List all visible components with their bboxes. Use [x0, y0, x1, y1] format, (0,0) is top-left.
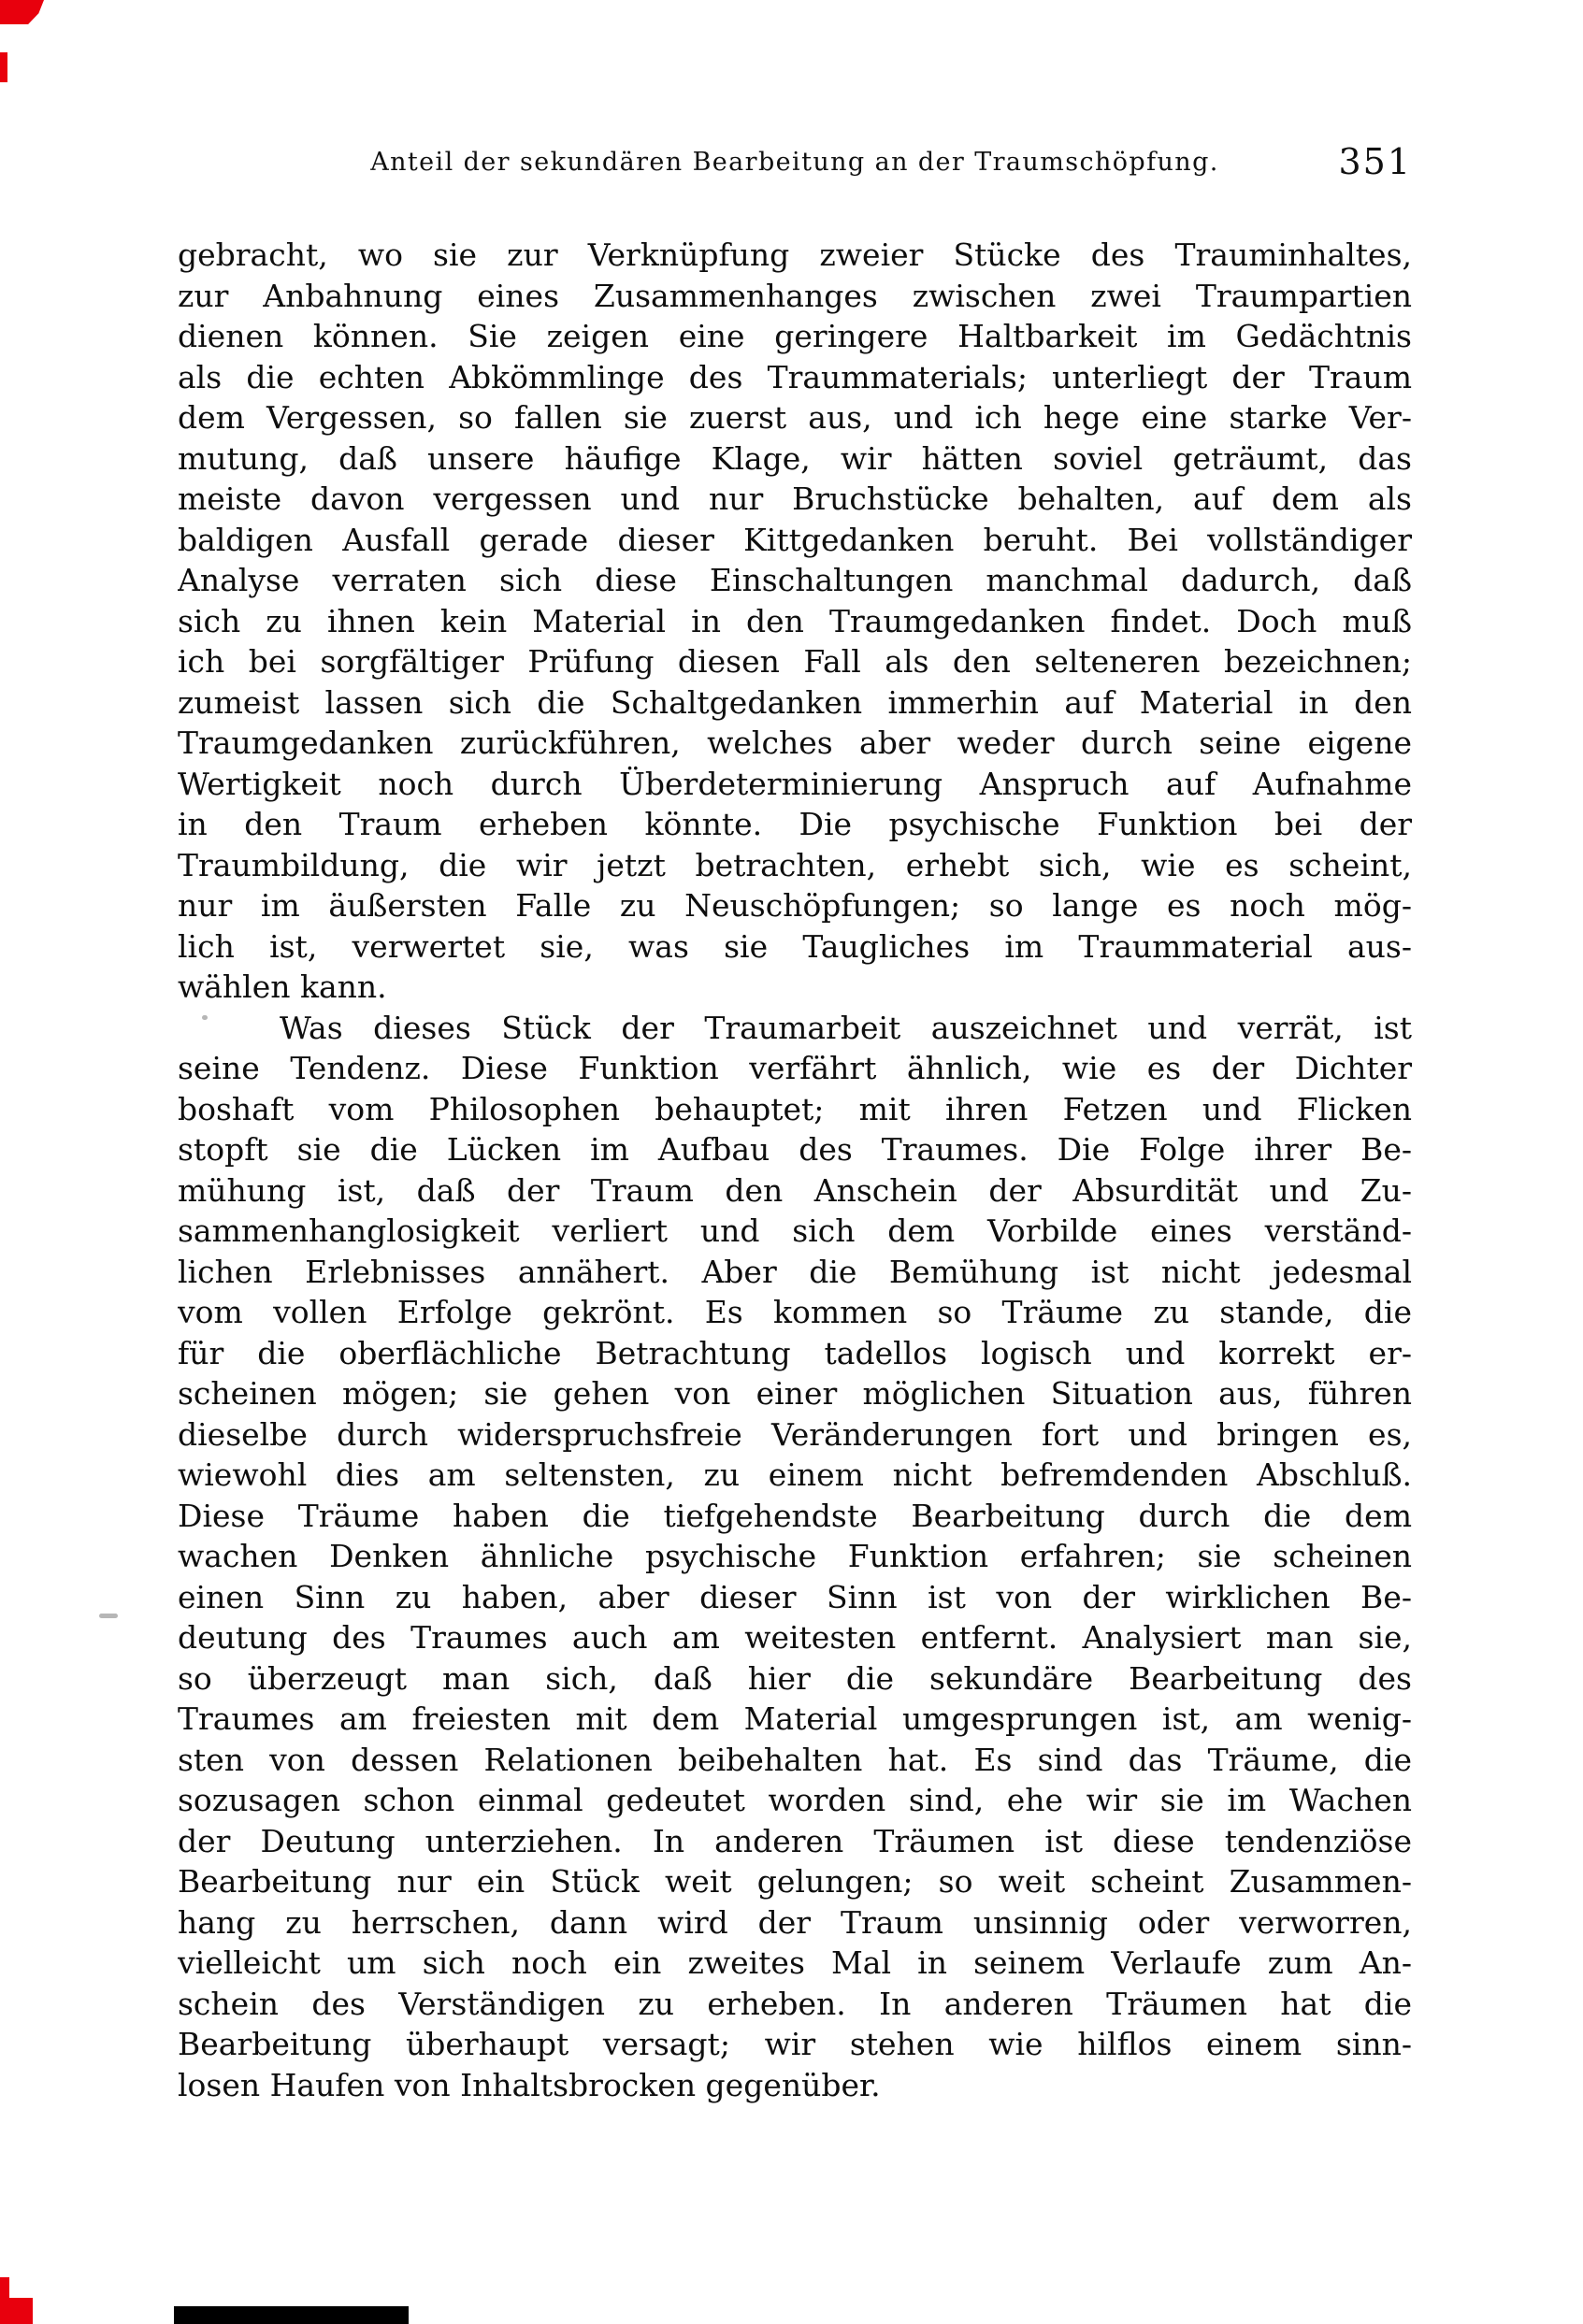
text-line: sich zu ihnen kein Material in den Traumgedanken findet. Doch muß	[178, 602, 1412, 639]
text-line: Traumbildung, die wir jetzt betrachten, erhebt sich, wie es scheint,	[178, 846, 1412, 883]
text-line: lich ist, verwertet sie, was sie Taugliches im Traummaterial aus-	[178, 927, 1412, 965]
text-line: Diese Träume haben die tiefgehendste Bearbeitung durch die dem	[178, 1497, 1412, 1534]
text-line: wählen kann.	[178, 968, 387, 1005]
text-line: schein des Verständigen zu erheben. In anderen Träumen hat die	[178, 1985, 1412, 2022]
text-line: wiewohl dies am seltensten, zu einem nicht befremdenden Abschluß.	[178, 1456, 1412, 1493]
text-line: zumeist lassen sich die Schaltgedanken immerhin auf Material in den	[178, 683, 1412, 721]
scan-speck-left-margin	[202, 1015, 208, 1020]
text-line: deutung des Traumes auch am weitesten entfernt. Analysiert man sie,	[178, 1619, 1412, 1656]
text-line: hang zu herrschen, dann wird der Traum unsinnig oder verworren,	[178, 1903, 1412, 1941]
text-line: losen Haufen von Inhaltsbrocken gegenüber.	[178, 2066, 881, 2103]
text-line: dem Vergessen, so fallen sie zuerst aus, und ich hege eine starke Ver-	[178, 399, 1412, 436]
text-line: sozusagen schon einmal gedeutet worden sind, ehe wir sie im Wachen	[178, 1782, 1412, 1818]
text-line: zur Anbahnung eines Zusammenhanges zwischen zwei Traumpartien	[178, 277, 1412, 314]
text-line: seine Tendenz. Diese Funktion verfährt ähnlich, wie es der Dichter	[178, 1050, 1412, 1086]
text-line: ich bei sorgfältiger Prüfung diesen Fall als den selteneren bezeichnen;	[178, 643, 1412, 680]
text-line: baldigen Ausfall gerade dieser Kittgedanken beruht. Bei vollständiger	[178, 521, 1412, 558]
scan-speck-left-edge	[99, 1614, 118, 1618]
page-body-text	[178, 235, 1412, 2105]
text-line: mutung, daß unsere häufige Klage, wir hätten soviel geträumt, das	[178, 439, 1412, 477]
text-line: boshaft vom Philosophen behauptet; mit ihren Fetzen und Flicken	[178, 1090, 1412, 1127]
text-line: sten von dessen Relationen beibehalten hat. Es sind das Träume, die	[178, 1741, 1412, 1778]
running-header	[178, 141, 1412, 189]
text-line: meiste davon vergessen und nur Bruchstücke behalten, auf dem als	[178, 481, 1412, 517]
text-line: nur im äußersten Falle zu Neuschöpfungen; so lange es noch mög-	[178, 887, 1412, 924]
text-line: Traumgedanken zurückführen, welches aber weder durch seine eigene	[178, 724, 1412, 761]
text-line: vielleicht um sich noch ein zweites Mal in seinem Verlaufe zum An-	[178, 1944, 1412, 1981]
text-line: vom vollen Erfolge gekrönt. Es kommen so Träume zu stande, die	[178, 1294, 1412, 1330]
text-line: Bearbeitung überhaupt versagt; wir stehen wie hilflos einem sinn-	[178, 2026, 1412, 2062]
text-line: Analyse verraten sich diese Einschaltungen manchmal dadurch, daß	[178, 562, 1412, 598]
text-line: dieselbe durch widerspruchsfreie Veränderungen fort und bringen es,	[178, 1415, 1412, 1453]
text-line: Was dieses Stück der Traumarbeit auszeichnet und verrät, ist	[280, 1009, 1412, 1046]
text-line: mühung ist, daß der Traum den Anschein der Absurdität und Zu-	[178, 1171, 1412, 1209]
text-line: Traumes am freiesten mit dem Material umgesprungen ist, am wenig-	[178, 1700, 1412, 1737]
text-line: Wertigkeit noch durch Überdeterminierung Anspruch auf Aufnahme	[178, 765, 1412, 802]
text-line: gebracht, wo sie zur Verknüpfung zweier Stücke des Trauminhaltes,	[178, 237, 1412, 273]
text-line: wachen Denken ähnliche psychische Funktion erfahren; sie scheinen	[178, 1538, 1412, 1574]
red-strip-upper-left	[0, 52, 7, 82]
page-number: 351	[1338, 141, 1412, 182]
chapter-title: Anteil der sekundären Bearbeitung an der Traumschöpfung.	[370, 148, 1219, 177]
text-line: in den Traum erheben könnte. Die psychische Funktion bei der	[178, 806, 1412, 842]
text-line: Bearbeitung nur ein Stück weit gelungen; so weit scheint Zusammen-	[178, 1863, 1412, 1900]
red-foot-bottom-left	[0, 2298, 33, 2324]
text-line: scheinen mögen; sie gehen von einer möglichen Situation aus, führen	[178, 1375, 1412, 1412]
text-line: der Deutung unterziehen. In anderen Träumen ist diese tendenziöse	[178, 1822, 1412, 1859]
text-line: dienen können. Sie zeigen eine geringere Haltbarkeit im Gedächtnis	[178, 318, 1412, 354]
text-line: einen Sinn zu haben, aber dieser Sinn ist von der wirklichen Be-	[178, 1578, 1412, 1615]
text-line: stopft sie die Lücken im Aufbau des Traumes. Die Folge ihrer Be-	[178, 1131, 1412, 1168]
red-tear-top-left	[0, 0, 44, 24]
black-bar-bottom-edge	[174, 2306, 409, 2324]
text-line: sammenhanglosigkeit verliert und sich dem Vorbilde eines verständ-	[178, 1212, 1412, 1249]
text-line: als die echten Abkömmlinge des Traummaterials; unterliegt der Traum	[178, 358, 1412, 395]
text-line: so überzeugt man sich, daß hier die sekundäre Bearbeitung des	[178, 1659, 1412, 1697]
text-line: für die oberflächliche Betrachtung tadellos logisch und korrekt er-	[178, 1334, 1412, 1371]
text-line: lichen Erlebnisses annähert. Aber die Bemühung ist nicht jedesmal	[178, 1253, 1412, 1290]
